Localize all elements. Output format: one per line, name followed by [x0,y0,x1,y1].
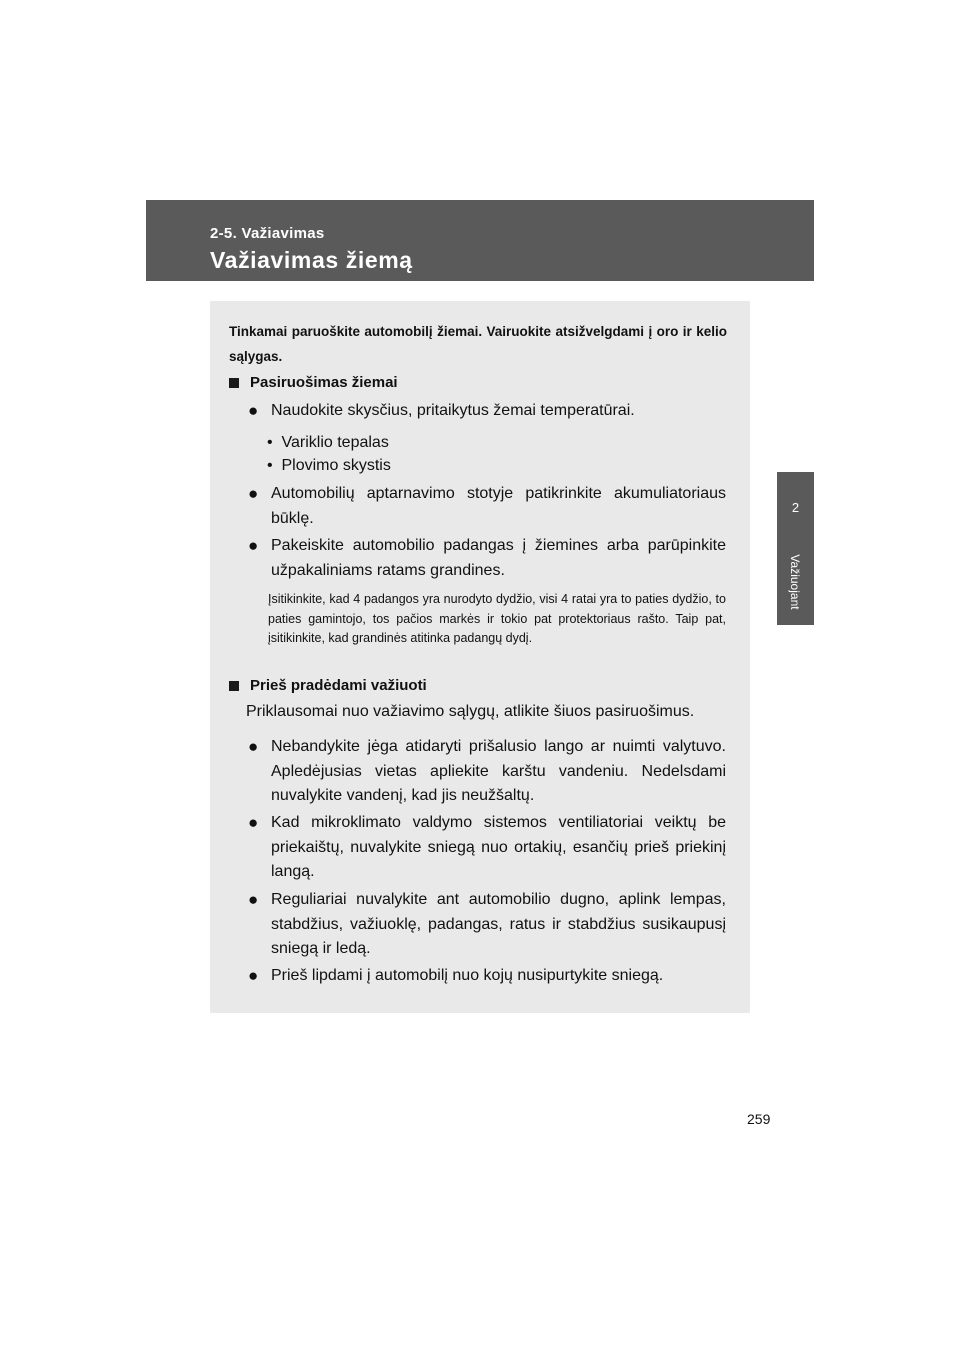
small-dot-icon: • [267,457,282,474]
list-item [248,888,726,962]
list-item [248,534,726,583]
square-bullet-icon [229,681,239,691]
round-bullet-icon: ● [248,536,259,555]
page-title: Važiavimas žiemą [210,247,413,273]
section-label: 2-5. Važiavimas [210,225,325,242]
list-item-text: Prieš lipdami į automobilį nuo kojų nusipurtykite sniegą. [271,967,664,984]
content-box [210,301,750,1013]
round-bullet-icon: ● [248,401,259,420]
section-heading-winter-prep [229,374,398,391]
list-item-text: Nebandykite jėga atidaryti prišalusio lango ar nuimti valytuvo. Apledėjusias vietas apliekite karštu vandeniu. Nedelsdami nuvalykite vandenį, kad jis neužšaltų. [271,738,726,804]
page-number: 259 [747,1111,771,1127]
small-dot-icon: • [267,434,282,451]
note-text: Įsitikinkite, kad 4 padangos yra nurodyto dydžio, visi 4 ratai yra to paties dydžio, to paties gamintojo, tos pačios markės ir tokio pat protektoriaus rašto. Taip pat, įsitikinkite, kad grandinės atitinka padangų dydį. [268,592,726,645]
sub-list-item [267,431,389,454]
list-item-text: Kad mikroklimato valdymo sistemos ventiliatoriai veiktų be priekaištų, nuvalykite sniegą nuo ortakių, esančių prieš priekinį langą. [271,814,726,880]
section-heading-text: Pasiruošimas žiemai [250,374,398,391]
section-heading-text: Prieš pradėdami važiuoti [250,677,427,694]
list-item [248,399,726,424]
square-bullet-icon [229,378,239,388]
sub-list-item-text: Plovimo skystis [281,457,391,474]
list-item [248,735,726,809]
round-bullet-icon: ● [248,737,259,756]
round-bullet-icon: ● [248,966,259,985]
sub-list-item-text: Variklio tepalas [281,434,389,451]
intro-text: Tinkamai paruoškite automobilį žiemai. Vairuokite atsižvelgdami į oro ir kelio sąlygas. [229,324,727,364]
list-item-text: Pakeiskite automobilio padangas į žiemines arba parūpinkite užpakaliniams ratams grandines. [271,537,726,579]
round-bullet-icon: ● [248,813,259,832]
side-tab-number: 2 [791,500,800,515]
list-item-text: Naudokite skysčius, pritaikytus žemai temperatūrai. [271,402,635,419]
list-item [248,811,726,885]
round-bullet-icon: ● [248,890,259,909]
section-intro-text: Priklausomai nuo važiavimo sąlygų, atlikite šiuos pasiruošimus. [246,703,695,720]
list-item [248,964,726,989]
list-item-text: Reguliariai nuvalykite ant automobilio dugno, aplink lempas, stabdžius, važiuoklę, padangas, ratus ir stabdžius susikaupusį sniegą ir ledą. [271,891,726,957]
round-bullet-icon: ● [248,484,259,503]
list-item-text: Automobilių aptarnavimo stotyje patikrinkite akumuliatoriaus būklę. [271,485,726,527]
sub-list-item [267,454,391,477]
chapter-header-band [146,200,814,281]
section-heading-before-driving [229,677,427,694]
list-item [248,482,726,531]
side-tab-label: Važiuojant [788,554,802,610]
